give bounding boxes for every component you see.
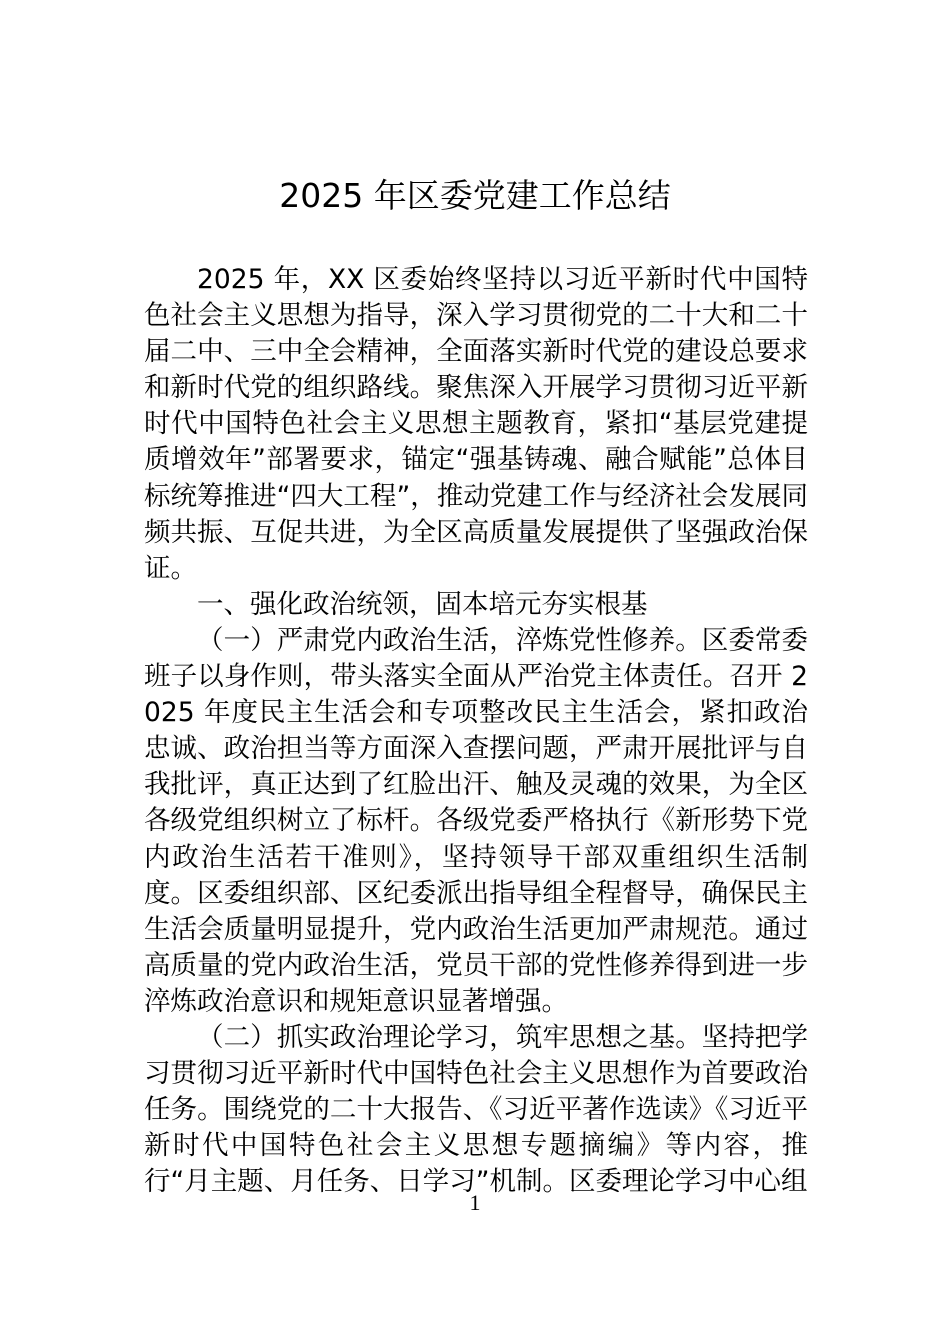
intro-paragraph: 2025 年，XX 区委始终坚持以习近平新时代中国特色社会主义思想为指导，深入学习贯彻党的二十大和二十届二中、三中全会精神，全面落实新时代党的建设总要求和新时代党的组织路线。聚焦深入开展学习贯彻习近平新时代中国特色社会主义思想主题教育，紧扣“基层党建提质增效年”部署要求，锚定“强基铸魂、融合赋能”总体目标统筹推进“四大工程”，推动党建工作与经济社会发展同频共振、互促共进，为全区高质量发展提供了坚强政治保证。 [144, 264, 808, 584]
subsection-paragraph-2: （二）抓实政治理论学习，筑牢思想之基。坚持把学习贯彻习近平新时代中国特色社会主义思想作为首要政治任务。围绕党的二十大报告、《习近平著作选读》《习近平新时代中国特色社会主义思想专题摘编》等内容，推行“月主题、月任务、日学习”机制。区委理论学习中心组 [144, 1021, 808, 1198]
document-title: 2025 年区委党建工作总结 [279, 176, 671, 215]
subsection-paragraph-1: （一）严肃党内政治生活，淬炼党性修养。区委常委班子以身作则，带头落实全面从严治党主体责任。召开 2025 年度民主生活会和专项整改民主生活会，紧扣政治忠诚、政治担当等方面深入查摆问题，严肃开展批评与自我批评，真正达到了红脸出汗、触及灵魂的效果，为全区各级党组织树立了标杆。各级党委严格执行《新形势下党内政治生活若干准则》，坚持领导干部双重组织生活制度。区委组织部、区纪委派出指导组全程督导，确保民主生活会质量明显提升，党内政治生活更加严肃规范。通过高质量的党内政治生活，党员干部的党性修养得到进一步淬炼政治意识和规矩意识显著增强。 [144, 624, 808, 1017]
section-heading: 一、强化政治统领，固本培元夯实根基 [197, 588, 648, 620]
page-number: 1 [469, 1190, 481, 1215]
document-body [144, 262, 808, 1200]
